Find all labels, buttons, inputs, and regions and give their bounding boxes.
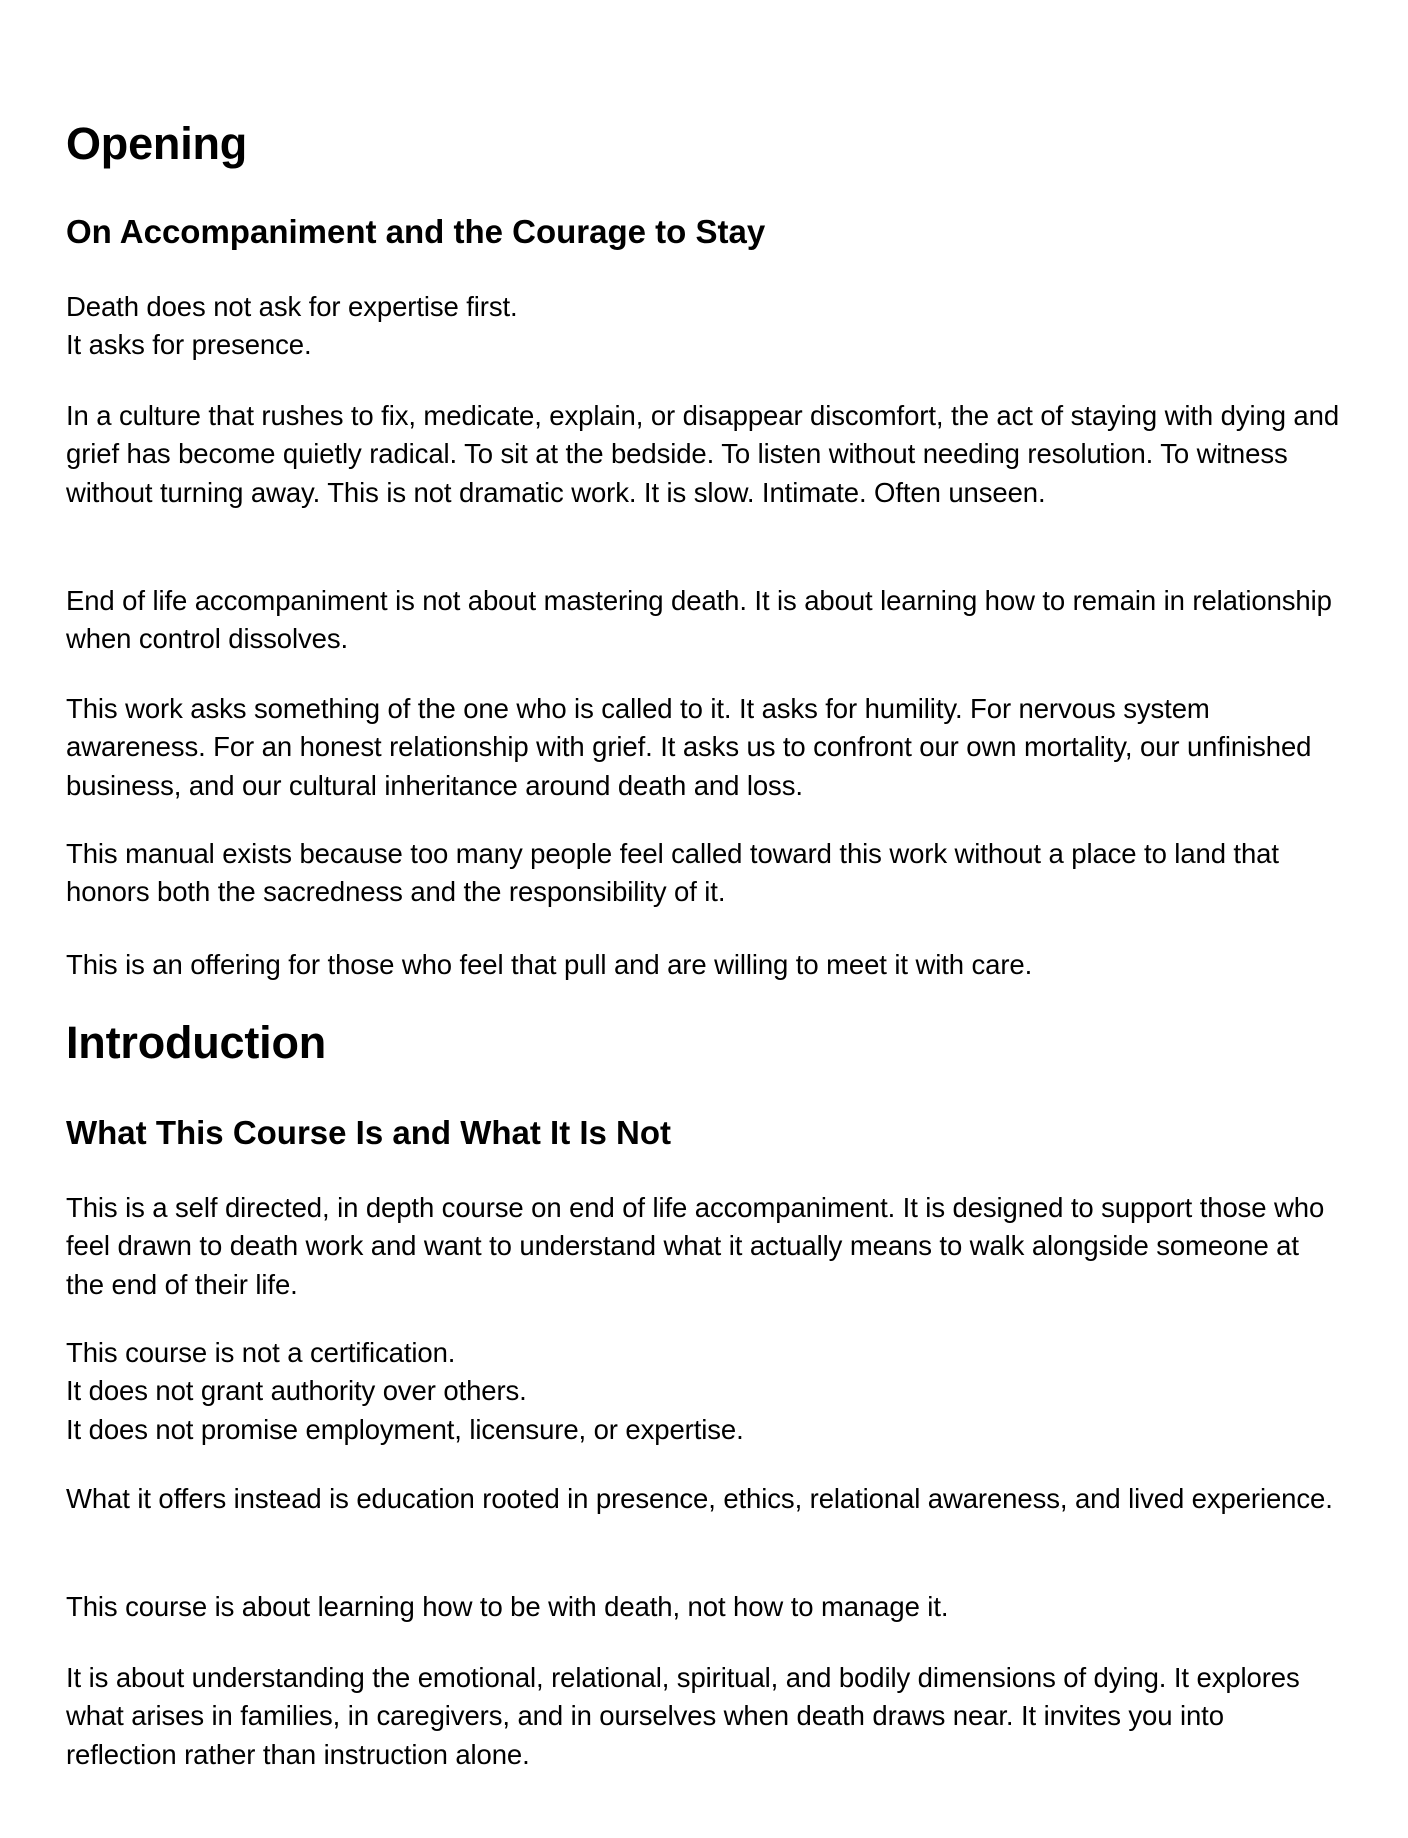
opening-paragraph-2: In a culture that rushes to fix, medicate, explain, or disappear discomfort, the act of staying with dying and grief has become quietly radical. To sit at the bedside. To listen without needing resolution. To witness without turning away. This is not dramatic work. It is slow. Intimate. Often unseen. bbox=[66, 400, 1340, 508]
opening-paragraph-1-line-2: It asks for presence. bbox=[66, 329, 312, 361]
opening-subheading: On Accompaniment and the Courage to Stay bbox=[66, 213, 766, 250]
introduction-paragraph-4: This course is about learning how to be with death, not how to manage it. bbox=[66, 1591, 949, 1622]
opening-paragraph-3: End of life accompaniment is not about mastering death. It is about learning how to remain in relationship when control dissolves. bbox=[66, 585, 1332, 655]
introduction-paragraph-5: It is about understanding the emotional, relational, spiritual, and bodily dimensions of dying. It explores what arises in families, in caregivers, and in ourselves when death draws near. It invites you into reflection rather than instruction alone. bbox=[66, 1662, 1300, 1770]
introduction-paragraph-2 bbox=[66, 1334, 1342, 1449]
introduction-subheading: What This Course Is and What It Is Not bbox=[66, 1114, 672, 1151]
opening-paragraph-5: This manual exists because too many people feel called toward this work without a place to land that honors both the sacredness and the responsibility of it. bbox=[66, 838, 1279, 908]
introduction-paragraph-2-line-2: It does not grant authority over others. bbox=[66, 1375, 527, 1407]
opening-paragraph-4: This work asks something of the one who is called to it. It asks for humility. For nervous system awareness. For an honest relationship with grief. It asks us to confront our own mortality, our unfinished business, and our cultural inheritance around death and loss. bbox=[66, 693, 1312, 801]
opening-paragraph-6: This is an offering for those who feel that pull and are willing to meet it with care. bbox=[66, 949, 1033, 980]
opening-paragraph-1 bbox=[66, 288, 1342, 365]
introduction-paragraph-3: What it offers instead is education rooted in presence, ethics, relational awareness, and lived experience. bbox=[66, 1483, 1333, 1514]
opening-paragraph-1-line-1: Death does not ask for expertise first. bbox=[66, 291, 518, 322]
introduction-paragraph-1: This is a self directed, in depth course on end of life accompaniment. It is designed to support those who feel drawn to death work and want to understand what it actually means to walk alongside someone at the end of their life. bbox=[66, 1192, 1325, 1300]
opening-heading: Opening bbox=[66, 118, 248, 169]
introduction-paragraph-2-line-1: This course is not a certification. bbox=[66, 1337, 456, 1368]
introduction-paragraph-2-line-3: It does not promise employment, licensure, or expertise. bbox=[66, 1413, 744, 1445]
introduction-heading: Introduction bbox=[66, 1017, 327, 1068]
